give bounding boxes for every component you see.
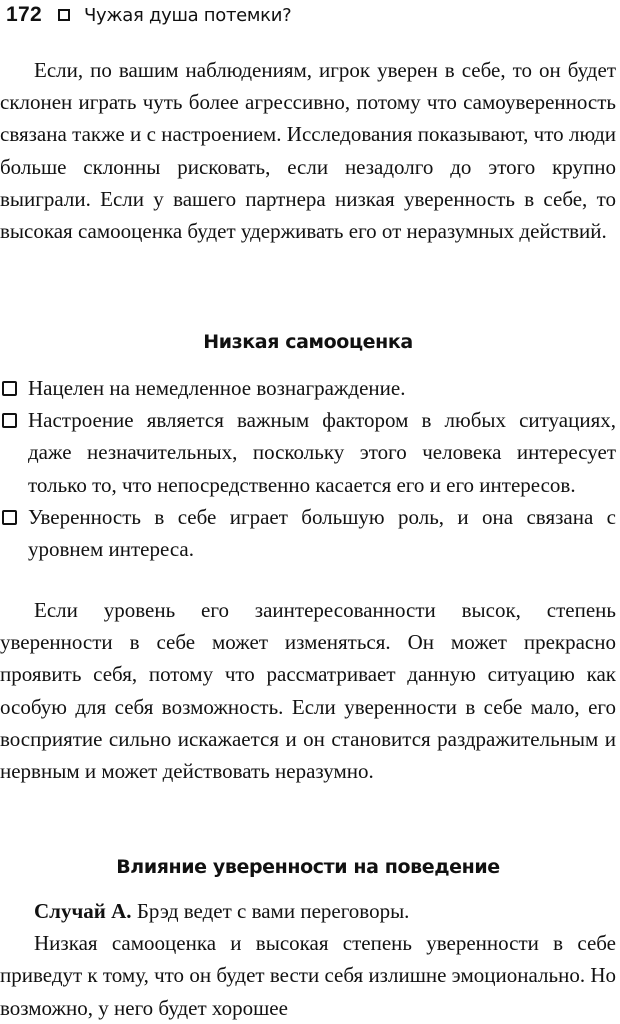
list-item-text: Настроение является важным фактором в любых ситуациях, даже незначительных, поскольку этого человека интересует только то, что непосредственно касается его и его интересов.	[28, 408, 616, 497]
list-item-text: Нацелен на немедленное вознаграждение.	[28, 376, 406, 400]
bullet-list	[0, 372, 616, 565]
checkbox-square-icon	[2, 381, 17, 396]
body-paragraph: Если, по вашим наблюдениям, игрок уверен в себе, то он будет склонен играть чуть более агрессивно, потому что самоуверенность связана также и с настроением. Исследования показывают, что люди больше склонны рисковать, если незадолго до этого крупно выиграли. Если у вашего партнера низкая уверенность в себе, то высокая самооценка будет удерживать его от неразумных действий.	[0, 58, 616, 244]
page-number: 172	[6, 3, 42, 26]
running-title: Чужая душа потемки?	[83, 4, 292, 26]
list-item	[0, 372, 616, 404]
body-paragraph: Если уровень его заинтересованности высок, степень уверенности в себе может изменяться. Он может прекрасно проявить себя, потому что рассматривает данную ситуацию как особую для себя возможность. Если уверенности в себе мало, его восприятие сильно искажается и он становится раздражительным и нервным и может действовать неразумно.	[0, 598, 616, 784]
section-heading-confidence-influence: Влияние уверенности на поведение	[116, 856, 500, 878]
checkbox-square-icon	[2, 510, 17, 525]
checkbox-square-icon	[58, 9, 70, 21]
running-header	[6, 2, 291, 28]
case-line	[0, 895, 616, 927]
case-label: Случай А.	[34, 899, 132, 923]
checkbox-square-icon	[2, 413, 17, 428]
section-heading-low-self-esteem: Низкая самооценка	[203, 331, 413, 353]
list-item-text: Уверенность в себе играет большую роль, и она связана с уровнем интереса.	[28, 504, 616, 562]
list-item	[0, 501, 616, 565]
body-paragraph: Низкая самооценка и высокая степень уверенности в себе приведут к тому, что он будет вести себя излишне эмоционально. Но возможно, у него будет хорошее	[0, 931, 616, 1020]
case-block	[0, 895, 616, 1024]
case-text: Брэд ведет с вами переговоры.	[131, 899, 410, 923]
list-item	[0, 404, 616, 501]
